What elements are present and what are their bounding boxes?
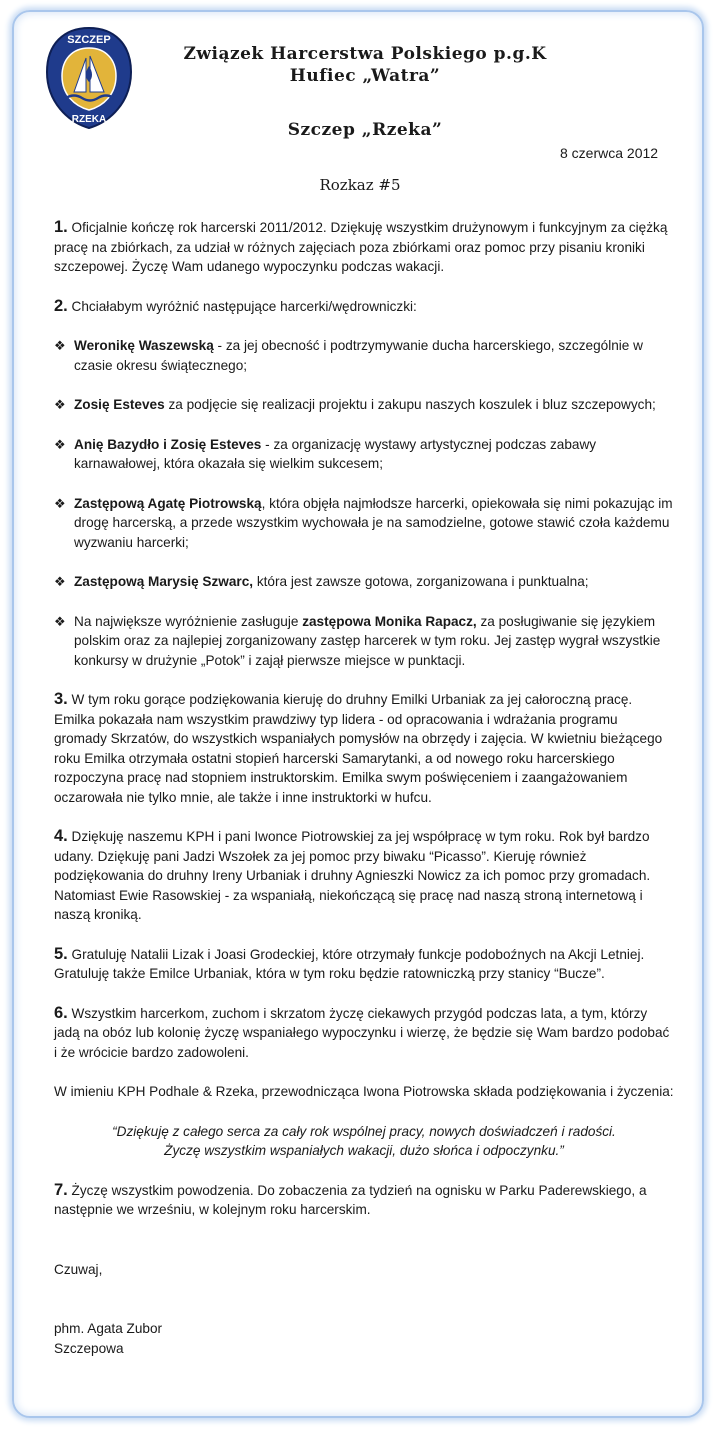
section-1: 1. Oficjalnie kończę rok harcerski 2011/2012. Dziękuję wszystkim drużynowym i funkcyjnym za ciężką pracę na zbiórkach, za udział w różnych zajęciach poza zbiórkami oraz pomoc przy pisaniu kroniki szczepowej. Życzę Wam udanego wypoczynku podczas wakacji. xyxy=(54,218,668,274)
section-5: 5. Gratuluję Natalii Lizak i Joasi Grodeckiej, które otrzymały funkcje podoboźnych na Akcji Letniej. Gratuluję także Emilce Urbaniak, która w tym roku będzie ratowniczką przy stanicy “Bucze”. xyxy=(54,944,645,981)
bullet-icon: ❖ xyxy=(54,436,66,452)
list-item: ❖ Zosię Esteves za podjęcie się realizacji projektu i zakupu naszych koszulek i bluz szczepowych; xyxy=(54,395,674,415)
signature-name: phm. Agata Zubor xyxy=(54,1321,163,1336)
bullet-icon: ❖ xyxy=(54,613,66,629)
closing: Czuwaj, xyxy=(54,1261,103,1277)
bullet-icon: ❖ xyxy=(54,338,66,353)
troop-name: Szczep „Rzeka” xyxy=(287,120,443,140)
document-body xyxy=(54,218,674,1358)
szczep-rzeka-emblem xyxy=(44,26,134,130)
order-title: Rozkaz #5 xyxy=(319,176,401,194)
section-3: 3. W tym roku gorące podziękowania kieruję do druhny Emilki Urbaniak za jej całoroczną pracę. Emilka pokazała nam wszystkim prawdziwy typ lidera - od opracowania i wdrażania programu gromady Skrzatów, do wszystkich wspaniałych pomysłów na obrzędy i zajęcia. W kwietniu bieżącego roku Emilka otrzymała ostatni stopień harcerski Samarytanki, a od nowego roku harcerskiego rozpoczyna pracę nad stopniem instruktorskim. Emilka swym poświęceniem i zaangażowaniem oczarowała nie tylko mnie, ale także i inne instruktorki w hufcu. xyxy=(54,690,663,805)
quote-line-2: Życzę wszystkim wspaniałych wakacji, dużo słońca i odpoczynku.” xyxy=(164,1143,564,1158)
quote-line-1: “Dziękuję z całego serca za cały rok wspólnej pracy, nowych doświadczeń i radości. xyxy=(112,1123,616,1139)
section-2: 2. Chciałabym wyróżnić następujące harcerki/wędrowniczki: xyxy=(54,296,417,315)
list-item: ❖ Zastępową Agatę Piotrowską, która objęła najmłodsze harcerki, opiekowała się nimi pokazując im drogę harcerską, a przede wszystkim wychowała je na samodzielne, gotowe stawić czoła każdemu wyzwaniu harcerki; xyxy=(54,495,673,550)
list-item: ❖ Weronikę Waszewską - za jej obecność i podtrzymywanie ducha harcerskiego, szczególnie w czasie okresu świątecznego; xyxy=(54,338,643,373)
org-name: Związek Harcerstwa Polskiego p.g.K xyxy=(183,44,547,64)
section-6: 6. Wszystkim harcerkom, zuchom i skrzatom życzę ciekawych przygód podczas lata, a tym, którzy jadą na obóz lub kolonię życzę wspaniałego wypoczynku i wierzę, że będzie się Wam bardzo podobać i że wrócicie bardzo zadowoleni. xyxy=(54,1003,670,1060)
list-item: ❖ Anię Bazydło i Zosię Esteves - za organizację wystawy artystycznej podczas zabawy karnawałowej, która okazała się wielkim sukcesem; xyxy=(54,436,597,471)
kph-paragraph: W imieniu KPH Podhale & Rzeka, przewodnicząca Iwona Piotrowska składa podziękowania i życzenia: xyxy=(54,1084,674,1099)
emblem-bottom-text: RZEKA xyxy=(71,114,107,125)
bullet-icon: ❖ xyxy=(54,397,66,412)
unit-name: Hufiec „Watra” xyxy=(289,66,441,86)
section-7: 7. Życzę wszystkim powodzenia. Do zobaczenia za tydzień na ognisku w Parku Paderewskiego, a następnie we wrześniu, w kolejnym roku harcerskim. xyxy=(54,1180,647,1217)
document-date: 8 czerwca 2012 xyxy=(560,145,659,161)
list-item: ❖ Zastępową Marysię Szwarc, która jest zawsze gotowa, zorganizowana i punktualna; xyxy=(54,572,674,592)
list-item: ❖ Na największe wyróżnienie zasługuje zastępowa Monika Rapacz, za posługiwanie się językiem polskim oraz za najlepiej zorganizowany zastęp harcerek w tym roku. Jej zastęp wygrał wszystkie konkursy w drużynie „Potok” i zajął pierwsze miejsce w punktacji. xyxy=(54,613,661,668)
signature-role: Szczepowa xyxy=(54,1340,124,1356)
bullet-icon: ❖ xyxy=(54,495,66,511)
bullet-icon: ❖ xyxy=(54,574,66,589)
emblem-top-text: SZCZEP xyxy=(67,34,111,46)
section-4: 4. Dziękuję naszemu KPH i pani Iwonce Piotrowskiej za jej współpracę w tym roku. Rok był bardzo udany. Dziękuję pani Jadzi Wszołek za jej pomoc przy biwaku “Picasso”. Kieruję również podziękowania do druhny Ireny Urbaniak i druhny Agnieszki Nowicz za ich pomoc przy gromadach. Natomiast Ewie Rasowskiej - za wspaniałą, niekończącą się pracę nad naszą stroną internetową i naszą kroniką. xyxy=(54,827,651,922)
